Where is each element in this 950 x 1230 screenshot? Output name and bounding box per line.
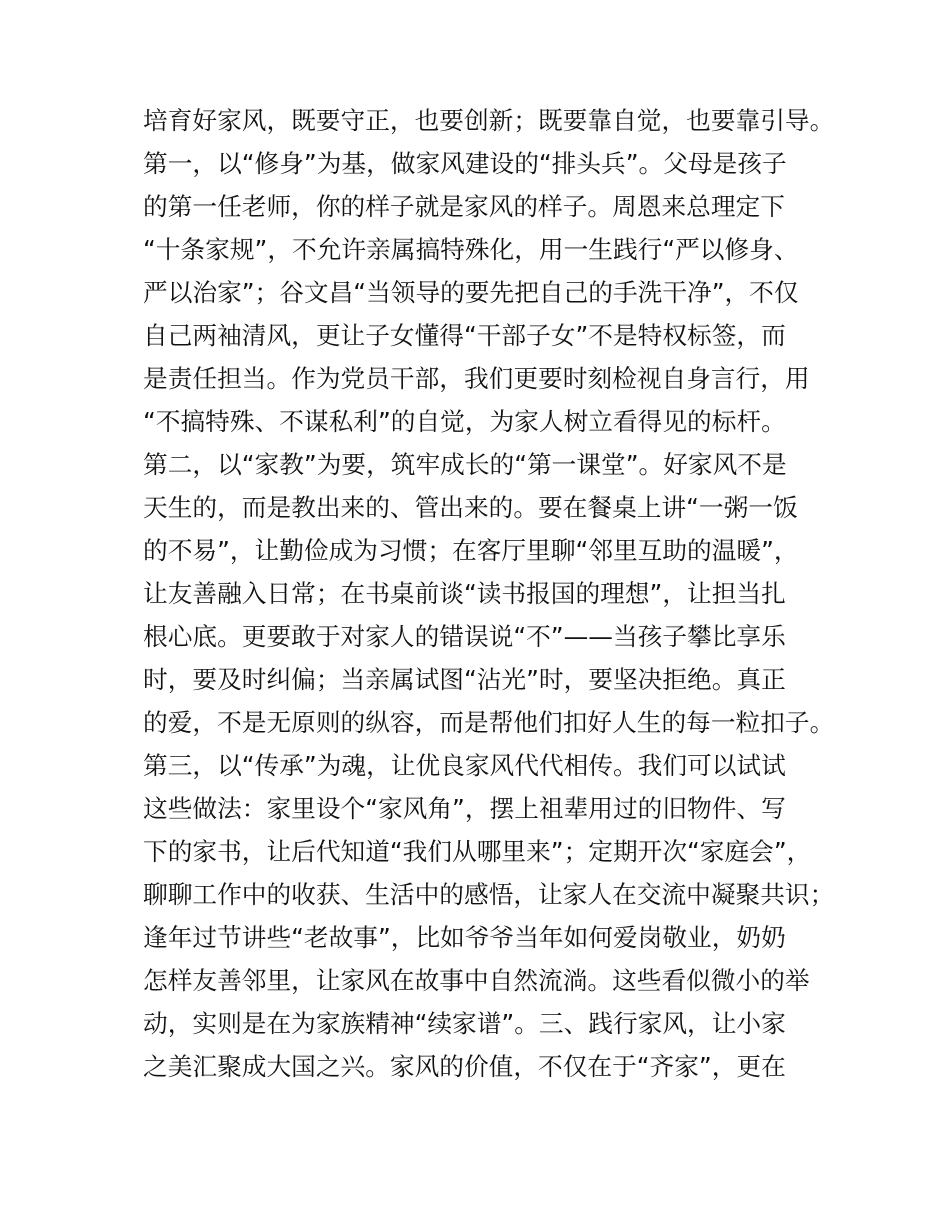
text-line: 第一，以“修身”为基，做家风建设的“排头兵”。父母是孩子 <box>143 149 787 178</box>
text-line: 时，要及时纠偏；当亲属试图“沾光”时，要坚决拒绝。真正 <box>143 665 786 694</box>
text-line: 第三，以“传承”为魂，让优良家风代代相传。我们可以试试 <box>143 751 786 780</box>
text-line: 动，实则是在为家族精神“续家谱”。三、践行家风，让小家 <box>143 1009 786 1038</box>
text-line: 严以治家”；谷文昌“当领导的要先把自己的手洗干净”，不仅 <box>143 278 799 307</box>
text-line: 聊聊工作中的收获、生活中的感悟，让家人在交流中凝聚共识； <box>143 880 835 909</box>
body-text <box>143 99 863 1088</box>
text-line: 的不易”，让勤俭成为习惯；在客厅里聊“邻里互助的温暖”， <box>143 536 799 565</box>
text-line: 自己两袖清风，更让子女懂得“干部子女”不是特权标签，而 <box>143 321 786 350</box>
text-line: 的爱，不是无原则的纵容，而是帮他们扣好人生的每一粒扣子。 <box>143 708 835 737</box>
text-line: 这些做法：家里设个“家风角”，摆上祖辈用过的旧物件、写 <box>143 794 786 823</box>
text-line: 培育好家风，既要守正，也要创新；既要靠自觉，也要靠引导。 <box>143 106 835 135</box>
text-line: “十条家规”，不允许亲属搞特殊化，用一生践行“严以修身、 <box>143 235 799 264</box>
text-line: 第二，以“家教”为要，筑牢成长的“第一课堂”。好家风不是 <box>143 450 787 479</box>
text-line: 天生的，而是教出来的、管出来的。要在餐桌上讲“一粥一饭 <box>143 493 798 522</box>
text-line: 的第一任老师，你的样子就是家风的样子。周恩来总理定下 <box>143 192 785 221</box>
text-line: “不搞特殊、不谋私利”的自觉，为家人树立看得见的标杆。 <box>143 407 786 436</box>
text-line: 怎样友善邻里，让家风在故事中自然流淌。这些看似微小的举 <box>143 966 810 995</box>
text-line: 让友善融入日常；在书桌前谈“读书报国的理想”，让担当扎 <box>143 579 786 608</box>
text-line: 逢年过节讲些“老故事”，比如爷爷当年如何爱岗敬业，奶奶 <box>143 923 786 952</box>
text-line: 下的家书，让后代知道“我们从哪里来”；定期开次“家庭会”， <box>143 837 812 866</box>
text-line: 是责任担当。作为党员干部，我们更要时刻检视自身言行，用 <box>143 364 810 393</box>
text-line: 根心底。更要敢于对家人的错误说“不”——当孩子攀比享乐 <box>143 622 786 651</box>
text-line: 之美汇聚成大国之兴。家风的价值，不仅在于“齐家”，更在 <box>143 1052 786 1081</box>
